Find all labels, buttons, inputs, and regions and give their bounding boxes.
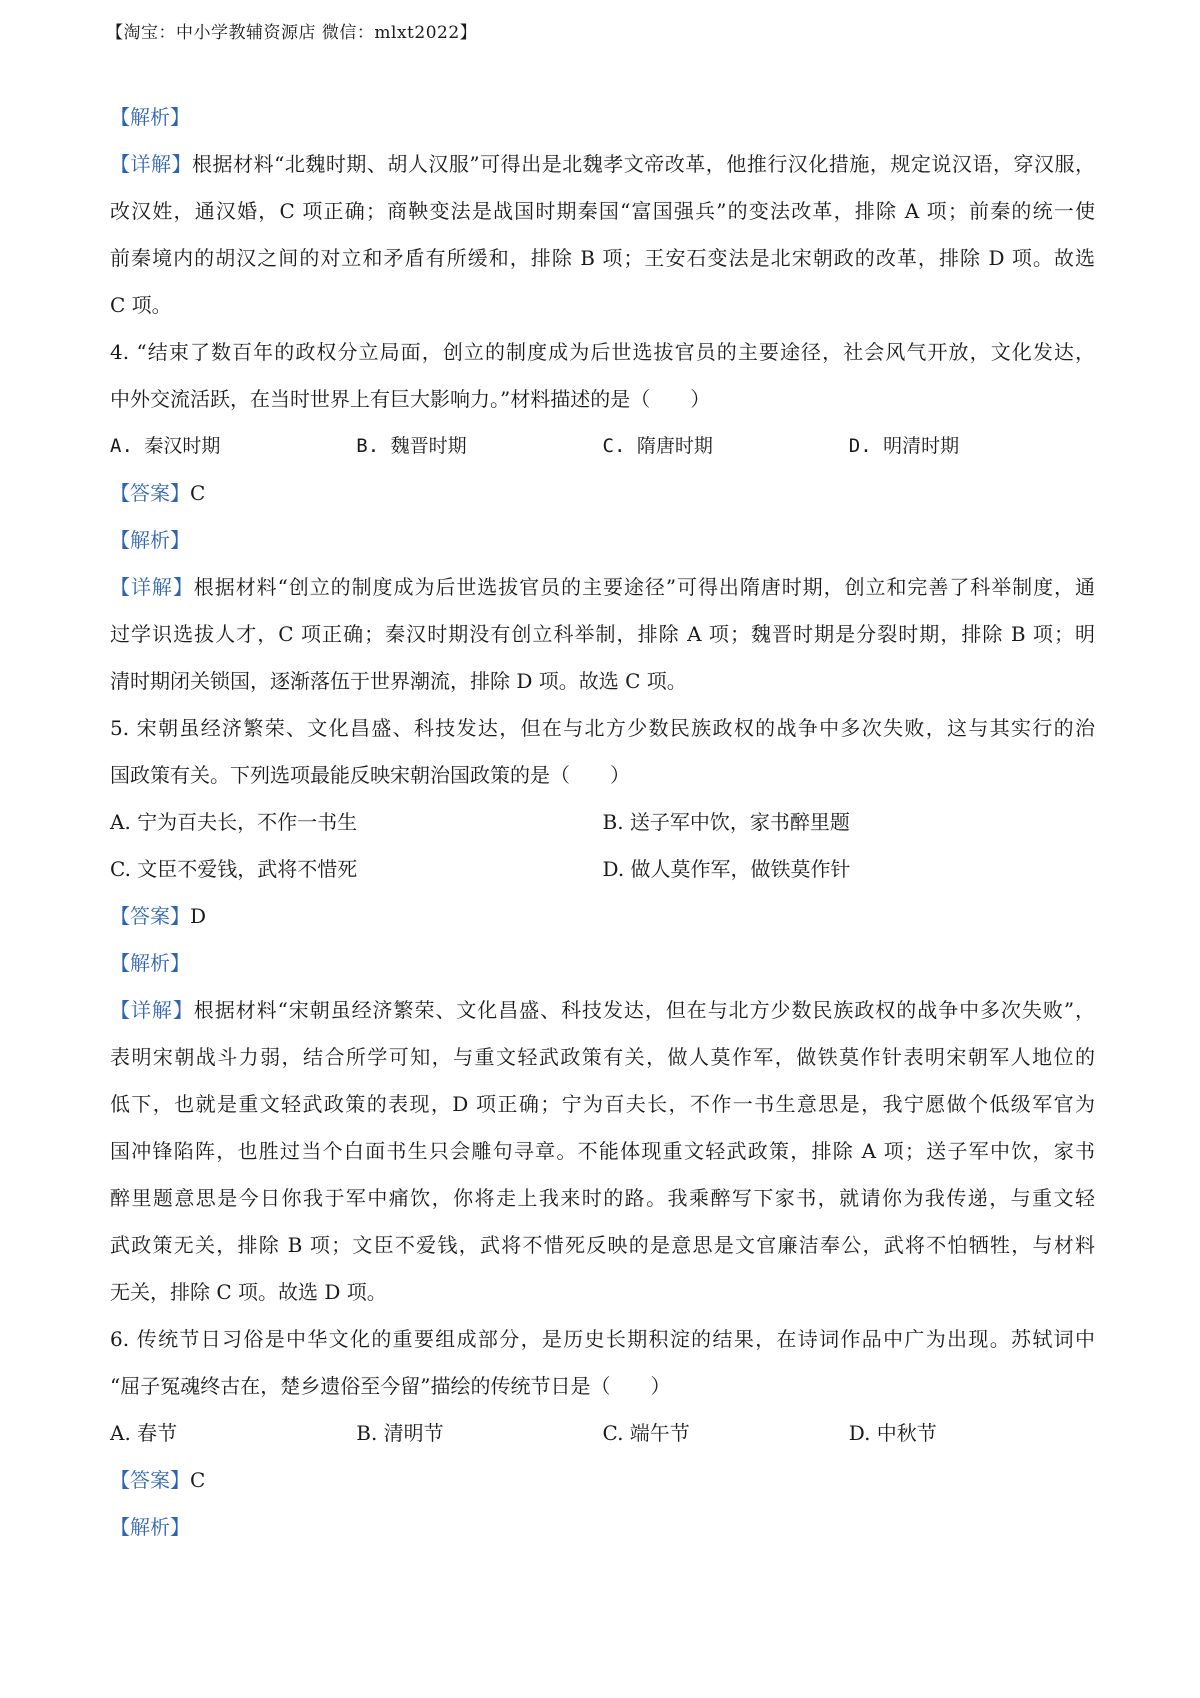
detail-line: 【详解】根据材料“创立的制度成为后世选拔官员的主要途径”可得出隋唐时期，创立和完善了科举制度，通 [110, 575, 1095, 599]
analysis-label: 【解析】 [110, 105, 190, 129]
detail-line: 国冲锋陷阵，也胜过当个白面书生只会雕句寻章。不能体现重文轻武政策，排除 A 项；送子军中饮，家书 [110, 1139, 1095, 1163]
detail-line: 低下，也就是重文轻武政策的表现，D 项正确；宁为百夫长，不作一书生意思是，我宁愿做个低级军官为 [110, 1092, 1095, 1116]
option-c: C. 隋唐时期 [602, 435, 713, 457]
page-header-watermark: 【淘宝：中小学教辅资源店 微信：mlxt2022】 [106, 23, 478, 43]
option-row [110, 799, 1095, 846]
answer-line: 【答案】C [110, 1468, 206, 1492]
option-c: C. 文臣不爱钱，武将不惜死 [110, 857, 358, 881]
option-a: A. 秦汉时期 [110, 435, 221, 457]
answer-line: 【答案】C [110, 481, 206, 505]
detail-line: 武政策无关，排除 B 项；文臣不爱钱，武将不惜死反映的是意思是文官廉洁奉公，武将不怕牺牲，与材料 [110, 1233, 1095, 1257]
detail-line: 清时期闭关锁国，逐渐落伍于世界潮流，排除 D 项。故选 C 项。 [110, 669, 687, 693]
question-stem: 4. “结束了数百年的政权分立局面，创立的制度成为后世选拔官员的主要途径，社会风气开放，文化发达， [110, 340, 1095, 364]
question-stem: “屈子冤魂终古在，楚乡遗俗至今留”描绘的传统节日是（ ） [110, 1374, 671, 1398]
question-stem: 5. 宋朝虽经济繁荣、文化昌盛、科技发达，但在与北方少数民族政权的战争中多次失败，这与其实行的治 [110, 716, 1095, 740]
detail-line: 无关，排除 C 项。故选 D 项。 [110, 1280, 387, 1304]
option-b: B. 魏晋时期 [356, 435, 467, 457]
question-stem: 国政策有关。下列选项最能反映宋朝治国政策的是（ ） [110, 763, 630, 787]
detail-line: 前秦境内的胡汉之间的对立和矛盾有所缓和，排除 B 项；王安石变法是北宋朝政的改革，排除 D 项。故选 [110, 246, 1095, 270]
option-row [110, 423, 1095, 470]
detail-line: 改汉姓，通汉婚，C 项正确；商鞅变法是战国时期秦国“富国强兵”的变法改革，排除 A 项；前秦的统一使 [110, 199, 1095, 223]
detail-line: 醉里题意思是今日你我于军中痛饮，你将走上我来时的路。我乘醉写下家书，就请你为我传递，与重文轻 [110, 1186, 1095, 1210]
detail-line: 【详解】根据材料“北魏时期、胡人汉服”可得出是北魏孝文帝改革，他推行汉化措施，规定说汉语，穿汉服， [110, 152, 1095, 176]
analysis-label: 【解析】 [110, 528, 190, 552]
detail-line: 【详解】根据材料“宋朝虽经济繁荣、文化昌盛、科技发达，但在与北方少数民族政权的战争中多次失败”， [110, 998, 1095, 1022]
answer-line: 【答案】D [110, 904, 207, 928]
detail-line: 过学识选拔人才，C 项正确；秦汉时期没有创立科举制，排除 A 项；魏晋时期是分裂时期，排除 B 项；明 [110, 622, 1095, 646]
option-row [110, 846, 1095, 893]
option-a: A. 春节 [110, 1421, 178, 1445]
option-d: D. 做人莫作军，做铁莫作针 [602, 857, 851, 881]
option-a: A. 宁为百夫长，不作一书生 [110, 810, 358, 834]
analysis-label: 【解析】 [110, 1515, 190, 1539]
document-body [110, 94, 1095, 1551]
detail-line: C 项。 [110, 293, 172, 317]
detail-line: 表明宋朝战斗力弱，结合所学可知，与重文轻武政策有关，做人莫作军，做铁莫作针表明宋朝军人地位的 [110, 1045, 1095, 1069]
option-d: D. 明清时期 [848, 435, 960, 457]
option-c: C. 端午节 [602, 1421, 690, 1445]
question-stem: 6. 传统节日习俗是中华文化的重要组成部分，是历史长期积淀的结果，在诗词作品中广为出现。苏轼词中 [110, 1327, 1095, 1351]
option-row [110, 1410, 1095, 1457]
option-b: B. 送子军中饮，家书醉里题 [602, 810, 850, 834]
question-stem: 中外交流活跃，在当时世界上有巨大影响力。”材料描述的是（ ） [110, 387, 711, 411]
option-d: D. 中秋节 [848, 1421, 937, 1445]
analysis-label: 【解析】 [110, 951, 190, 975]
option-b: B. 清明节 [356, 1421, 444, 1445]
